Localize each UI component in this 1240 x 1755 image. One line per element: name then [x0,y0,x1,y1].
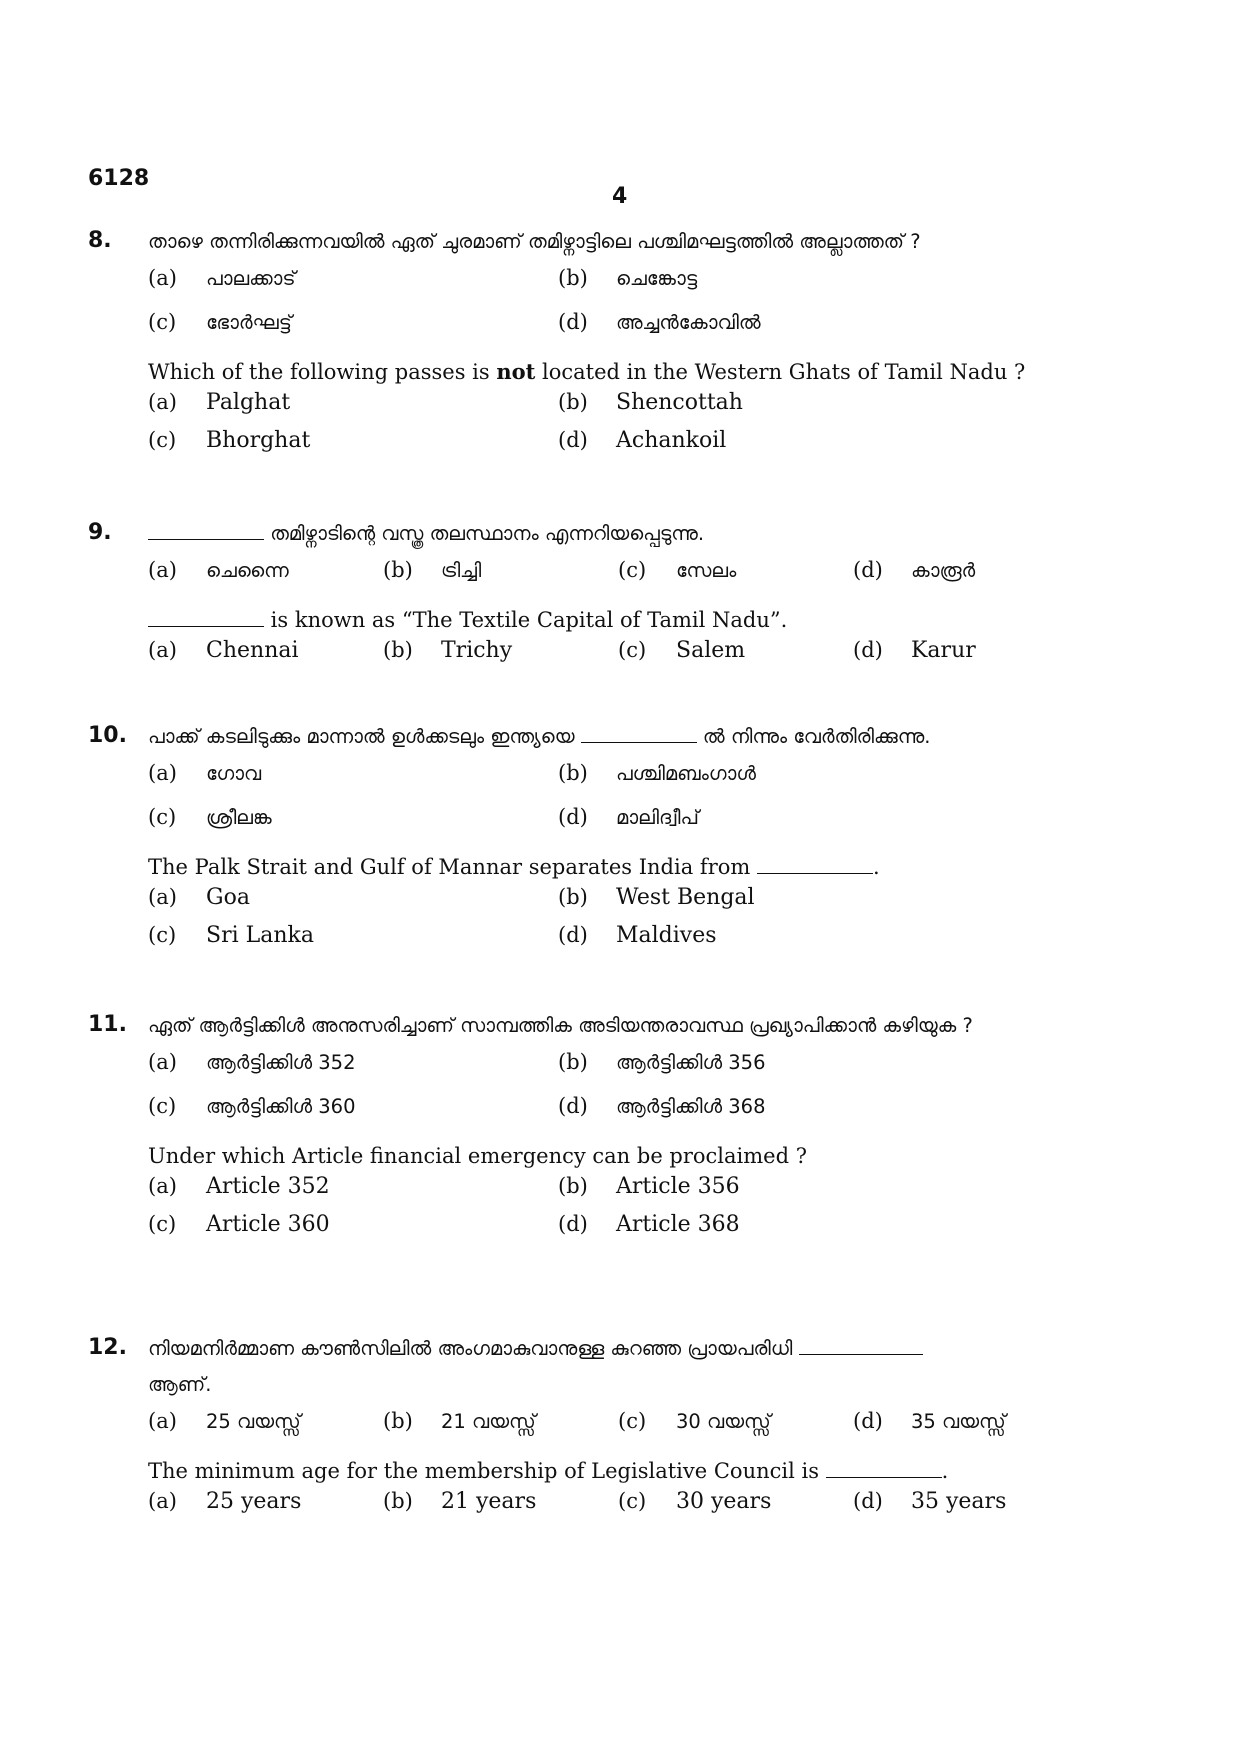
question-number: 11. [88,1012,127,1037]
option-c-ml: ശ്രീലങ്ക [206,806,272,829]
option-d-ml: കാരൂർ [911,559,976,582]
options-en-row: (a) Chennai (b) Trichy (c) Salem (d) Karur [148,638,976,663]
question-number: 12. [88,1335,127,1360]
options-ml-row-1: (a) ഗോവ (b) പശ്ചിമബംഗാൾ [148,761,756,785]
options-ml-row-2: (c) ആർട്ടിക്കിൾ 360 (d) ആർട്ടിക്കിൾ 368 [148,1094,766,1118]
option-a-en: 25 years [206,1489,302,1514]
question-number: 10. [88,723,127,748]
question-stem-en: Under which Article financial emergency can be proclaimed ? [148,1144,807,1168]
question-stem-ml: തമിഴ്നാടിന്റെ വസ്ത്ര തലസ്ഥാനം എന്നറിയപ്പെടുന്നു. [148,516,1098,552]
page-number: 4 [612,184,628,209]
question-number: 9. [88,520,112,545]
options-ml-row: (a) 25 വയസ്സ് (b) 21 വയസ്സ് (c) 30 വയസ്സ് (d) 35 വയസ്സ് [148,1409,1006,1433]
option-b-en: Article 356 [616,1174,740,1199]
options-en-row-1: (a) Goa (b) West Bengal [148,885,755,910]
question-stem-ml: ഏത് ആർട്ടിക്കിൾ അനുസരിച്ചാണ് സാമ്പത്തിക അടിയന്തരാവസ്ഥ പ്രഖ്യാപിക്കാൻ കഴിയുക ? [148,1014,973,1037]
question-stem-ml: പാക്ക് കടലിടുക്കും മാന്നാൽ ഉൾക്കടലും ഇന്ത്യയെ ൽ നിന്നും വേർതിരിക്കുന്നു. [148,719,1098,755]
option-d-en: 35 years [911,1489,1007,1514]
paper-code: 6128 [88,166,150,191]
option-a-ml: ആർട്ടിക്കിൾ 352 [206,1051,356,1074]
option-d-ml: ആർട്ടിക്കിൾ 368 [616,1095,766,1118]
options-ml-row: (a) ചെന്നൈ (b) ട്രിച്ചി (c) സേലം (d) കാരൂർ [148,558,976,582]
option-a-ml: ചെന്നൈ [206,559,289,582]
options-ml-row-1: (a) ആർട്ടിക്കിൾ 352 (b) ആർട്ടിക്കിൾ 356 [148,1050,766,1074]
question-stem-en: Which of the following passes is not located in the Western Ghats of Tamil Nadu ? [148,359,1026,384]
question-number: 8. [88,228,112,253]
option-b-ml: ചെങ്കോട്ട [616,267,698,290]
question-9 [88,520,1098,676]
option-b-ml: പശ്ചിമബംഗാൾ [616,762,756,785]
question-stem-en: The Palk Strait and Gulf of Mannar separates India from . [148,855,880,879]
options-en-row-1: (a) Palghat (b) Shencottah [148,390,743,415]
option-d-en: Achankoil [616,428,727,453]
question-stem-en: is known as “The Textile Capital of Tamil Nadu”. [148,602,1098,638]
option-b-en: West Bengal [616,885,755,910]
options-ml-row-2: (c) ശ്രീലങ്ക (d) മാലിദ്വീപ് [148,805,699,829]
option-b-ml: ട്രിച്ചി [441,559,482,582]
option-c-en: Sri Lanka [206,923,314,948]
option-c-ml: ഭോർഘട്ട് [206,311,292,334]
option-c-en: Salem [676,638,746,663]
option-c-ml: 30 വയസ്സ് [676,1410,771,1433]
option-a-ml: ഗോവ [206,762,262,785]
option-d-en: Maldives [616,923,717,948]
option-d-ml: മാലിദ്വീപ് [616,806,699,829]
question-8 [88,228,1098,466]
option-a-en: Goa [206,885,250,910]
option-b-en: Shencottah [616,390,743,415]
option-a-en: Article 352 [206,1174,330,1199]
option-d-en: Article 368 [616,1212,740,1237]
question-stem-ml: താഴെ തന്നിരിക്കുന്നവയിൽ ഏത് ചുരമാണ് തമിഴ്നാട്ടിലെ പശ്ചിമഘട്ടത്തിൽ അല്ലാത്തത് ? [148,230,921,253]
option-c-en: Bhorghat [206,428,311,453]
option-d-ml: അച്ചൻകോവിൽ [616,311,761,334]
options-en-row-2: (c) Article 360 (d) Article 368 [148,1212,740,1237]
options-ml-row-1: (a) പാലക്കാട് (b) ചെങ്കോട്ട [148,266,698,290]
option-c-ml: സേലം [676,559,737,582]
option-b-en: 21 years [441,1489,537,1514]
question-stem-ml: നിയമനിർമ്മാണ കൗൺസിലിൽ അംഗമാകുവാനുള്ള കുറഞ്ഞ പ്രായപരിധി ആണ്. [148,1331,1098,1403]
option-b-ml: 21 വയസ്സ് [441,1410,536,1433]
option-c-ml: ആർട്ടിക്കിൾ 360 [206,1095,356,1118]
options-ml-row-2: (c) ഭോർഘട്ട് (d) അച്ചൻകോവിൽ [148,310,761,334]
option-d-en: Karur [911,638,976,663]
option-b-en: Trichy [441,638,513,663]
option-b-ml: ആർട്ടിക്കിൾ 356 [616,1051,766,1074]
option-a-en: Chennai [206,638,299,663]
question-stem-en: The minimum age for the membership of Legislative Council is . [148,1459,949,1483]
option-d-ml: 35 വയസ്സ് [911,1410,1006,1433]
options-en-row-1: (a) Article 352 (b) Article 356 [148,1174,740,1199]
option-c-en: Article 360 [206,1212,330,1237]
question-12 [88,1335,1098,1527]
option-a-en: Palghat [206,390,291,415]
option-a-ml: പാലക്കാട് [206,267,296,290]
options-en-row-2: (c) Bhorghat (d) Achankoil [148,428,727,453]
option-a-ml: 25 വയസ്സ് [206,1410,301,1433]
option-c-en: 30 years [676,1489,772,1514]
options-en-row-2: (c) Sri Lanka (d) Maldives [148,923,717,948]
options-en-row: (a) 25 years (b) 21 years (c) 30 years (d) 35 years [148,1489,1007,1514]
question-10 [88,723,1098,961]
question-11 [88,1012,1098,1250]
